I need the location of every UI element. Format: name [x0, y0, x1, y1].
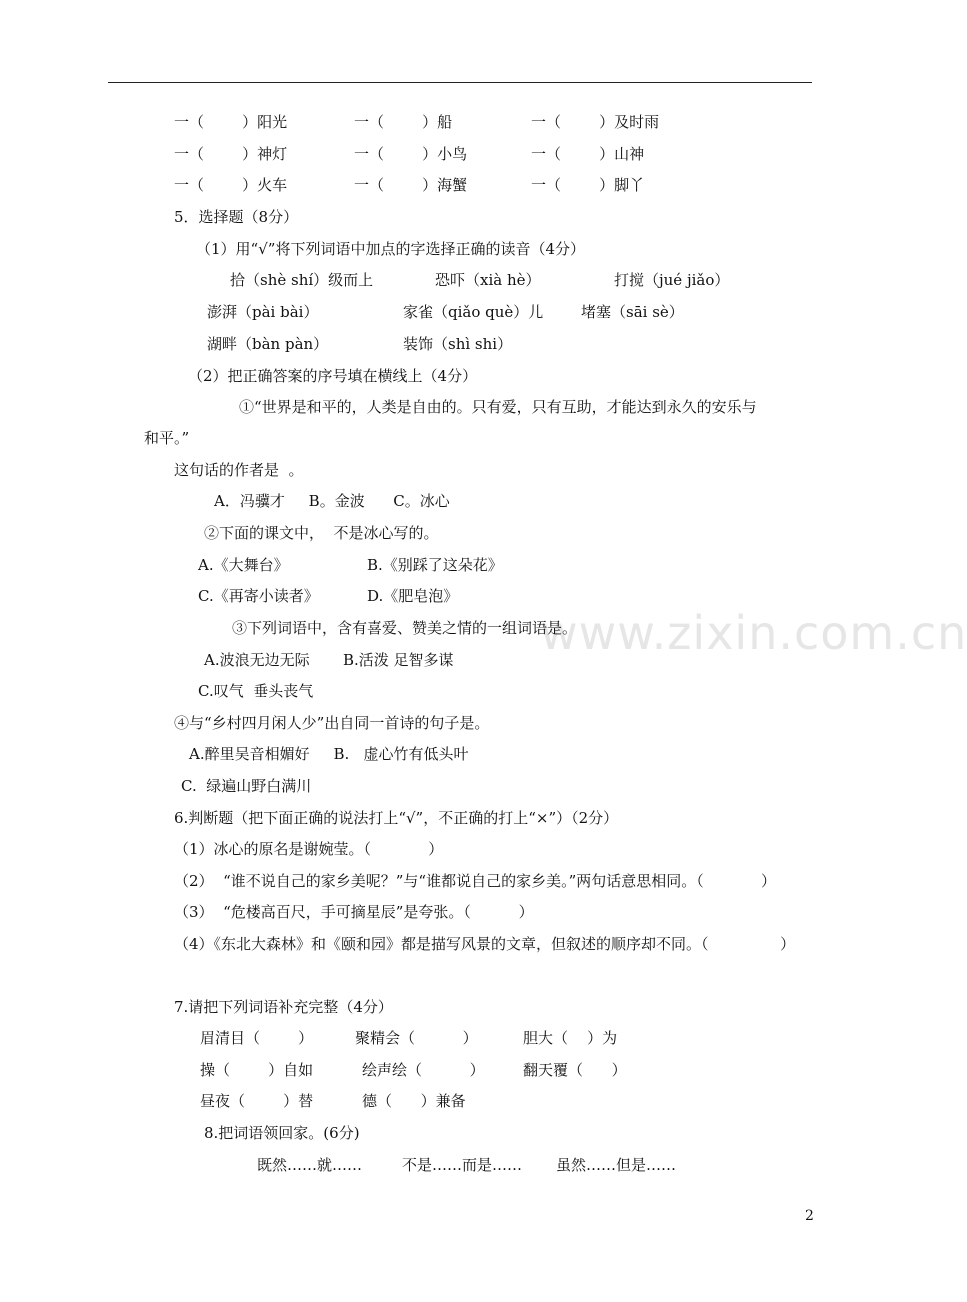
idiom-item: 翻天覆（ ）	[523, 1061, 627, 1079]
q5-part2-q2-prompt: ②下面的课文中， 不是冰心写的。	[204, 524, 439, 542]
option-item: A.《大舞台》	[198, 556, 289, 574]
judge-item: （3） “危楼高百尺，手可摘星辰”是夸张。（ ）	[174, 903, 534, 921]
pinyin-item: 拾（shè shí）级而上	[230, 271, 374, 289]
option-item: C.叹气 垂头丧气	[198, 682, 314, 700]
idiom-item: 操（ ）自如	[200, 1061, 314, 1079]
conjunction-item: 既然……就……	[257, 1156, 363, 1174]
measure-word-item: 一（ ）神灯	[174, 145, 288, 163]
pinyin-item: 装饰（shì shi）	[403, 335, 513, 353]
option-item: C. 绿遍山野白满川	[181, 777, 312, 795]
q5-part2-q1-options: A．冯骥才 B。金波 C。冰心	[214, 492, 450, 510]
pinyin-item: 打搅（jué jiǎo）	[614, 271, 730, 289]
page-number: 2	[805, 1208, 814, 1224]
measure-word-item: 一（ ）海蟹	[354, 176, 468, 194]
idiom-item: 胆大（ ）为	[523, 1029, 618, 1047]
option-item: A.波浪无边无际 B.活泼 足智多谋	[204, 651, 454, 669]
q5-part2-q3-prompt: ③下列词语中，含有喜爱、赞美之情的一组词语是。	[232, 619, 578, 637]
q5-title: 5．选择题（8分）	[174, 208, 299, 226]
measure-word-item: 一（ ）阳光	[174, 113, 288, 131]
q6-title: 6.判断题（把下面正确的说法打上“√”，不正确的打上“×”）（2分）	[174, 809, 619, 827]
measure-word-item: 一（ ）山神	[531, 145, 645, 163]
q7-title: 7.请把下列词语补充完整（4分）	[174, 998, 393, 1016]
q5-part1-title: （1）用“√”将下列词语中加点的字选择正确的读音（4分）	[196, 240, 585, 258]
measure-word-item: 一（ ）小鸟	[354, 145, 468, 163]
conjunction-item: 虽然……但是……	[556, 1156, 677, 1174]
idiom-item: 德（ ）兼备	[362, 1092, 466, 1110]
conjunction-item: 不是……而是……	[402, 1156, 523, 1174]
q5-part2-q1-text: ①“世界是和平的，人类是自由的。只有爱，只有互助，才能达到永久的安乐与	[239, 398, 757, 416]
option-item: C.《再寄小读者》	[198, 587, 319, 605]
measure-word-item: 一（ ）脚丫	[531, 176, 645, 194]
q5-part2-q1-prompt: 这句话的作者是 。	[174, 461, 304, 479]
pinyin-item: 堵塞（sāi sè）	[581, 303, 684, 321]
pinyin-item: 恐吓（xià hè）	[435, 271, 541, 289]
measure-word-item: 一（ ）火车	[174, 176, 288, 194]
judge-item: （2） “谁不说自己的家乡美呢？”与“谁都说自己的家乡美。”两句话意思相同。（ ）	[174, 872, 776, 890]
q5-part2-q4-prompt: ④与“乡村四月闲人少”出自同一首诗的句子是。	[174, 714, 490, 732]
watermark: www.zixin.com.cn	[540, 606, 967, 660]
idiom-item: 聚精会（ ）	[355, 1029, 478, 1047]
measure-word-item: 一（ ）及时雨	[531, 113, 660, 131]
judge-item: （1）冰心的原名是谢婉莹。（ ）	[174, 840, 444, 858]
header-rule	[108, 82, 812, 83]
q5-part2-q1-text: 和平。”	[144, 429, 190, 447]
pinyin-item: 家雀（qiǎo què）儿	[403, 303, 544, 321]
pinyin-item: 湖畔（bàn pàn）	[207, 335, 329, 353]
judge-item: （4）《东北大森林》和《颐和园》都是描写风景的文章，但叙述的顺序却不同。（ ）	[174, 935, 796, 953]
option-item: D.《肥皂泡》	[367, 587, 459, 605]
option-item: A.醉里吴音相媚好 B. 虚心竹有低头叶	[189, 745, 469, 763]
idiom-item: 眉清目（ ）	[200, 1029, 314, 1047]
q8-title: 8.把词语领回家。(6分)	[204, 1124, 360, 1142]
idiom-item: 昼夜（ ）替	[200, 1092, 314, 1110]
pinyin-item: 澎湃（pài bài）	[207, 303, 319, 321]
q5-part2-title: （2）把正确答案的序号填在横线上（4分）	[188, 367, 478, 385]
idiom-item: 绘声绘（ ）	[362, 1061, 485, 1079]
option-item: B.《别踩了这朵花》	[367, 556, 503, 574]
measure-word-item: 一（ ）船	[354, 113, 453, 131]
